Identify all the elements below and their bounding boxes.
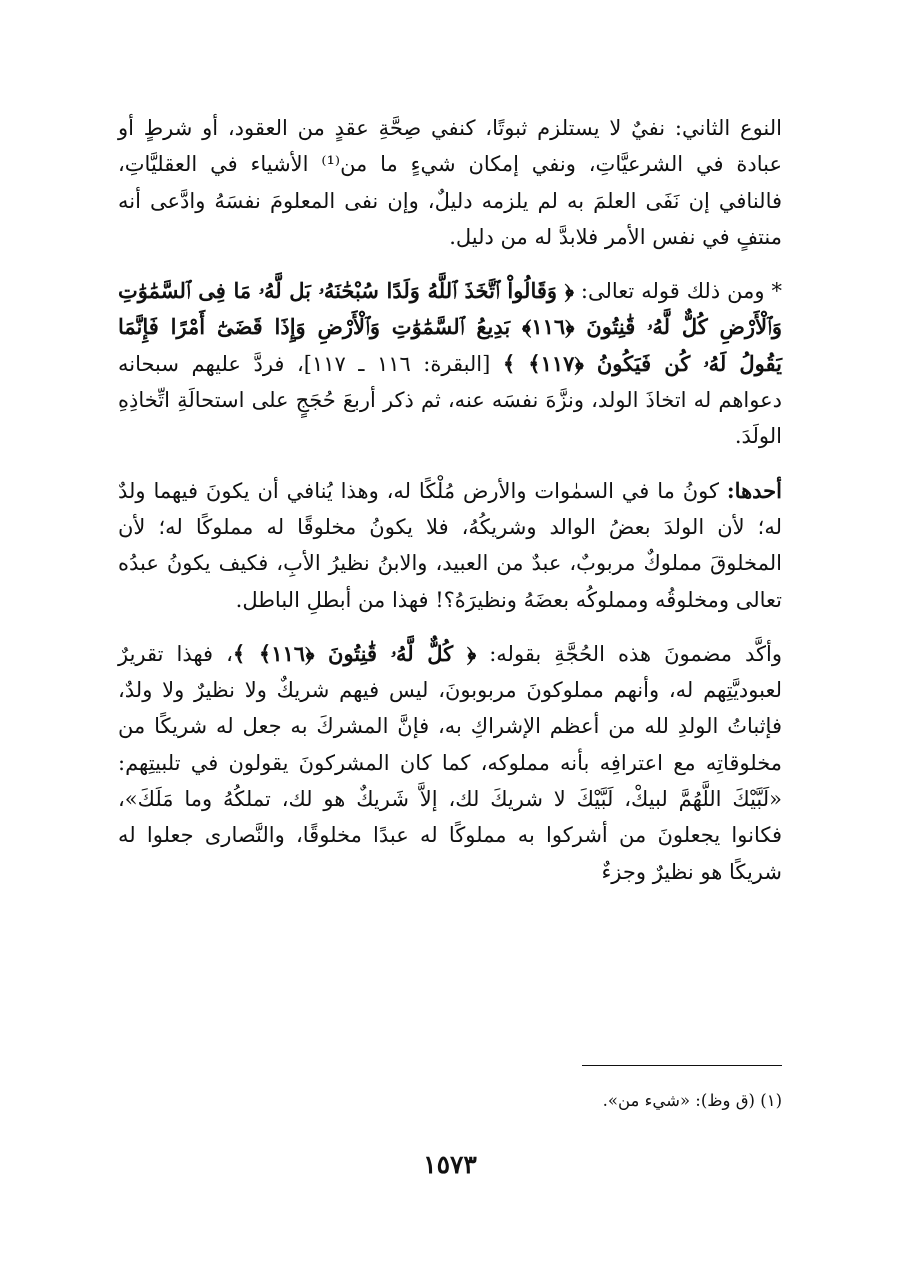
quran-verse-short: ﴿ كُلٌّ لَّهُۥ قَٰنِتُونَ ﴿١١٦﴾ ﴾ bbox=[232, 640, 477, 666]
page-number: ١٥٧٣ bbox=[423, 1150, 477, 1179]
verse-commentary: فردَّ عليهم سبحانه دعواهم له اتخاذَ الولد، ونزَّهَ نفسَه عنه، ثم ذكر أربعَ حُجَجٍ على استحالَةِ اتِّخاذِهِ الولَدَ. bbox=[118, 351, 782, 449]
footnote-divider bbox=[582, 1065, 782, 1066]
quran-verse: ﴿ وَقَالُواْ ٱتَّخَذَ ٱللَّهُ وَلَدًا سُبْحَٰنَهُۥ بَل لَّهُۥ مَا فِى ٱلسَّمَٰوَٰتِ وَٱلْأَرْضِ كُلٌّ لَّهُۥ قَٰنِتُونَ ﴿١١٦﴾ بَدِيعُ ٱلسَّمَٰوَٰتِ وَٱلْأَرْضِ وَإِذَا قَضَىٰٓ أَمْرًا فَإِنَّمَا يَقُولُ لَهُۥ كُن فَيَكُونُ ﴿١١٧﴾ ﴾ bbox=[118, 278, 783, 376]
verse-reference: [البقرة: ١١٦ ـ ١١٧]، bbox=[296, 351, 491, 376]
verse-intro: * ومن ذلك قوله تعالى: bbox=[580, 279, 782, 304]
page-body bbox=[118, 110, 782, 890]
confirmation-intro: وأكَّد مضمونَ هذه الحُجَّةِ بقوله: bbox=[489, 641, 782, 666]
argument-text: كونُ ما في السمٰوات والأرض مُلْكًا له، وهذا يُنافي أن يكونَ فيهما ولدٌ له؛ لأن الولدَ بعضُ الوالد وشريكُهُ، فلا يكونُ مخلوقًا له مملوكًا له؛ لأن المخلوقَ مملوكٌ مربوبٌ، عبدٌ من العبيد، والابنُ نظيرُ الأبِ، فكيف يكونُ عبدُه تعالى ومخلوقُه ومملوكُه بعضَهُ ونظيرَهُ؟! فهذا من أبطلِ الباطل. bbox=[118, 478, 782, 612]
paragraph-verse-baqarah bbox=[118, 273, 782, 454]
paragraph-first-argument bbox=[118, 473, 782, 618]
paragraph-negation-types: النوع الثاني: نفيٌ لا يستلزم ثبوتًا، كنفي صِحَّةِ عقدٍ من العقود، أو شرطٍ أو عبادة في الشرعيَّاتِ، ونفي إمكان شيءٍ ما من⁽¹⁾ الأشياء في العقليَّاتِ، فالنافي إن نَفَى العلمَ به لم يلزمه دليلٌ، وإن نفى المعلومَ نفسَهُ وادَّعى أنه منتفٍ في نفس الأمر فلابدَّ له من دليل. bbox=[118, 116, 782, 249]
footnote: (١) (ق وظ): «شيء من». bbox=[602, 1091, 782, 1110]
paragraph-confirmation bbox=[118, 636, 782, 890]
argument-lead: أحدها: bbox=[726, 477, 782, 503]
confirmation-text: ، فهذا تقريرٌ لعبوديَّتِهم له، وأنهم مملوكونَ مربوبونَ، ليس فيهم شريكٌ ولا نظيرٌ ولا ولدٌ، فإثباتُ الولدِ لله من أعظم الإشراكِ به، فإنَّ المشركَ به جعل له شريكًا من مخلوقاتِه مع اعترافِه بأنه مملوكه، كما كان المشركونَ يقولون في تلبيتِهم: «لَبَّيْكَ اللَّهُمَّ لبيكْ، لَبَّيْكَ لا شريكَ لك، إلاَّ شَريكٌ هو لك، تملكُهُ وما مَلَكَ»، فكانوا يجعلونَ من أشركوا به مملوكًا له عبدًا مخلوقًا، والنَّصارى جعلوا له شريكًا هو نظيرٌ وجزءٌ bbox=[118, 641, 782, 884]
